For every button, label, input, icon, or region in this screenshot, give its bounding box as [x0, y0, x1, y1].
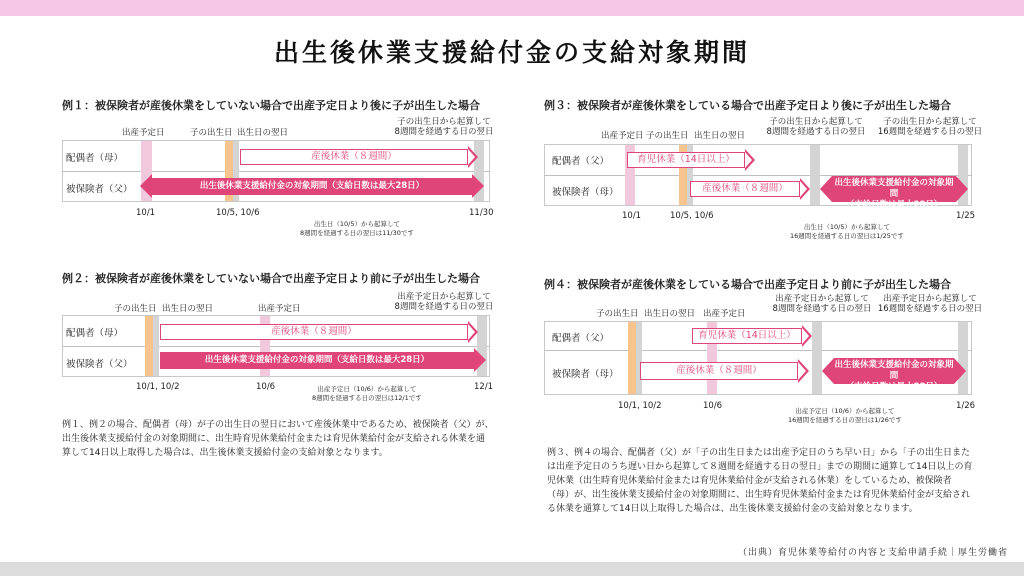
example-title: 例４：被保険者が産後休業をしている場合で出産予定日より前に子が出生した場合: [544, 278, 951, 291]
footnote-line: 16週間を経過する日の翌日は1/25です: [790, 231, 904, 240]
label-line: 16週間を経過する日の翌日: [877, 304, 983, 314]
date-label: 10/1, 10/2: [136, 382, 180, 392]
arrow-head-left: [820, 176, 832, 202]
arrow-head-right: [956, 176, 968, 202]
row-label-insured: 被保険者（母）: [552, 187, 619, 198]
footnote: [312, 385, 422, 402]
bar-line: 出生後休業支援給付金の対象期間: [834, 360, 954, 381]
text-line: る休業を通算して14日以上取得した場合は、出生後休業支援給付金の支給対象となります。: [547, 504, 918, 514]
label-birth-date: 子の出生日: [596, 309, 639, 319]
day-after-marker: [153, 316, 159, 376]
8-week-marker: [810, 145, 820, 205]
label-line: 8週間を経過する日の翌日: [766, 127, 866, 137]
birth-date-marker: [628, 322, 636, 394]
day-after-marker: [636, 322, 642, 394]
top-accent-bar: [0, 0, 1024, 16]
date-label: 10/1: [136, 208, 156, 218]
date-label: 10/5, 10/6: [670, 211, 714, 221]
label-day-after-birth: 出生日の翌日: [162, 304, 214, 314]
footnote-line: 8週間を経過する日の翌日は12/1です: [312, 393, 422, 402]
label-16-weeks: [874, 294, 986, 314]
bottom-bar: [0, 562, 1024, 576]
benefit-period-bar: [832, 176, 956, 210]
date-label: 1/26: [956, 401, 976, 411]
label-birth-date: 子の出生日: [646, 131, 689, 141]
label-8-weeks: [388, 292, 500, 312]
arrow-head-inner: [468, 149, 475, 165]
label-due-date: 出産予定日: [258, 304, 301, 314]
arrow-head-right: [472, 174, 484, 198]
date-label: 10/6: [256, 382, 276, 392]
text-line: 例３、例４の場合、配偶者（父）が「子の出生日または出産予定日のうち早い日」から「子の出生日また: [547, 448, 971, 458]
row-label-insured: 被保険者（父）: [66, 184, 133, 195]
label-8-weeks: [388, 117, 500, 137]
arrow-head-inner: [798, 362, 806, 380]
label-line: 8週間を経過する日の翌日: [772, 304, 872, 314]
label-due-date: 出産予定日: [601, 131, 644, 141]
date-label: 12/1: [474, 382, 494, 392]
label-line: 出産予定日から起算して: [397, 292, 491, 302]
row-divider: [62, 171, 490, 172]
arrow-head-left: [822, 358, 834, 384]
label-8-weeks: [766, 294, 878, 314]
footnote: [790, 223, 904, 240]
label-due-date: 出産予定日: [122, 128, 165, 138]
arrow-head-inner: [745, 152, 752, 168]
footnote: [788, 407, 902, 424]
date-label: 10/5, 10/6: [216, 208, 260, 218]
explanation-left: [62, 418, 494, 460]
label-16-weeks: [874, 117, 986, 137]
date-label: 10/1: [622, 211, 642, 221]
row-label-spouse: 配偶者（母）: [66, 328, 124, 339]
label-day-after-birth: 出生日の翌日: [644, 309, 696, 319]
benefit-period-bar: 出生後休業支援給付金の対象期間（支給日数は最大28日）: [160, 352, 474, 369]
label-due-date: 出産予定日: [703, 309, 746, 319]
arrow-head-right: [954, 358, 966, 384]
text-line: は出産予定日のうち遅い日から起算して８週間を経過する日の翌日」までの期間に通算して14日以上の育: [547, 462, 973, 472]
8-week-marker: [812, 322, 822, 394]
maternity-leave-bar: 産後休業（８週間）: [240, 149, 468, 165]
text-line: 例１、例２の場合、配偶者（母）が子の出生日の翌日において産後休業中であるため、被保険者（父）が、: [62, 420, 494, 430]
childcare-leave-bar: 育児休業（14日以上）: [627, 152, 745, 168]
label-8-weeks: [760, 117, 872, 137]
maternity-leave-bar: 産後休業（８週間）: [160, 324, 468, 340]
text-line: 出生後休業支援給付金の対象期間に、出生時育児休業給付金または育児休業給付金が支給される休業を通: [62, 434, 486, 444]
arrow-head-right: [474, 348, 486, 372]
bar-line: （支給日数は最大28日）: [845, 200, 943, 210]
footnote-line: 出生日（10/5）から起算して: [803, 223, 890, 231]
row-label-spouse: 配偶者（父）: [552, 156, 610, 167]
label-line: 8週間を経過する日の翌日: [394, 127, 494, 137]
label-line: 出産予定日から起算して: [775, 294, 869, 304]
text-line: （母）が、出生後休業支援給付金の対象期間に、出生時育児休業給付金または育児休業給付金が支給され: [547, 490, 971, 500]
footnote-line: 16週間を経過する日の翌日は1/26です: [788, 415, 902, 424]
footnote-line: 出生日（10/5）から起算して: [313, 220, 400, 228]
label-birth-date: 子の出生日: [114, 304, 157, 314]
example-title: 例１：被保険者が産後休業をしていない場合で出産予定日より後に子が出生した場合: [62, 99, 480, 112]
text-line: 算して14日以上取得した場合は、出生後休業支援給付金の支給対象となります。: [62, 448, 388, 458]
footnote: [300, 220, 414, 237]
date-label: 10/6: [703, 401, 723, 411]
label-line: 子の出生日から起算して: [397, 117, 491, 127]
example-title: 例２：被保険者が産後休業をしていない場合で出産予定日より前に子が出生した場合: [62, 272, 480, 285]
arrow-head-inner: [800, 181, 807, 197]
label-line: 16週間を経過する日の翌日: [877, 127, 983, 137]
example-title: 例３：被保険者が産後休業をしている場合で出産予定日より後に子が出生した場合: [544, 99, 951, 112]
label-line: 8週間を経過する日の翌日: [394, 302, 494, 312]
date-label: 11/30: [469, 208, 494, 218]
birth-date-marker: [145, 316, 153, 376]
arrow-head-inner: [468, 324, 475, 340]
date-label: 1/25: [956, 211, 976, 221]
label-birth-date: 子の出生日: [190, 128, 233, 138]
explanation-right: [547, 446, 972, 516]
row-divider: [62, 346, 490, 347]
childcare-leave-bar: 育児休業（14日以上）: [692, 328, 802, 344]
row-label-spouse: 配偶者（母）: [66, 153, 124, 164]
row-label-insured: 被保険者（母）: [552, 369, 619, 380]
benefit-period-bar: 出生後休業支援給付金の対象期間（支給日数は最大28日）: [152, 178, 472, 195]
maternity-leave-bar: 産後休業（８週間）: [640, 362, 798, 380]
date-label: 10/1, 10/2: [618, 401, 662, 411]
label-line: 子の出生日から起算して: [883, 117, 977, 127]
maternity-leave-bar: 産後休業（８週間）: [690, 181, 800, 197]
row-label-insured: 被保険者（父）: [66, 359, 133, 370]
row-label-spouse: 配偶者（父）: [552, 333, 610, 344]
bar-line: 出生後休業支援給付金の対象期間: [834, 178, 954, 199]
bar-line: （支給日数は最大28日）: [845, 382, 943, 392]
arrow-head-inner: [802, 328, 809, 344]
page-title: 出生後休業支援給付金の支給対象期間: [273, 38, 750, 67]
footnote-line: 8週間を経過する日の翌日は11/30です: [300, 228, 414, 237]
label-line: 子の出生日から起算して: [769, 117, 863, 127]
label-day-after-birth: 出生日の翌日: [237, 128, 289, 138]
arrow-head-left: [140, 174, 152, 198]
row-divider: [544, 350, 972, 351]
label-line: 出産予定日から起算して: [883, 294, 977, 304]
text-line: 児休業（出生時育児休業給付金または育児休業給付金が支給される休業）をしているため、被保険者: [547, 476, 952, 486]
footnote-line: 出産予定日（10/6）から起算して: [795, 407, 895, 415]
source-citation: （出典）育児休業等給付の内容と支給申請手続｜厚生労働省: [737, 548, 1008, 558]
benefit-period-bar: [834, 358, 954, 392]
label-day-after-birth: 出生日の翌日: [694, 131, 746, 141]
footnote-line: 出産予定日（10/6）から起算して: [317, 385, 417, 393]
